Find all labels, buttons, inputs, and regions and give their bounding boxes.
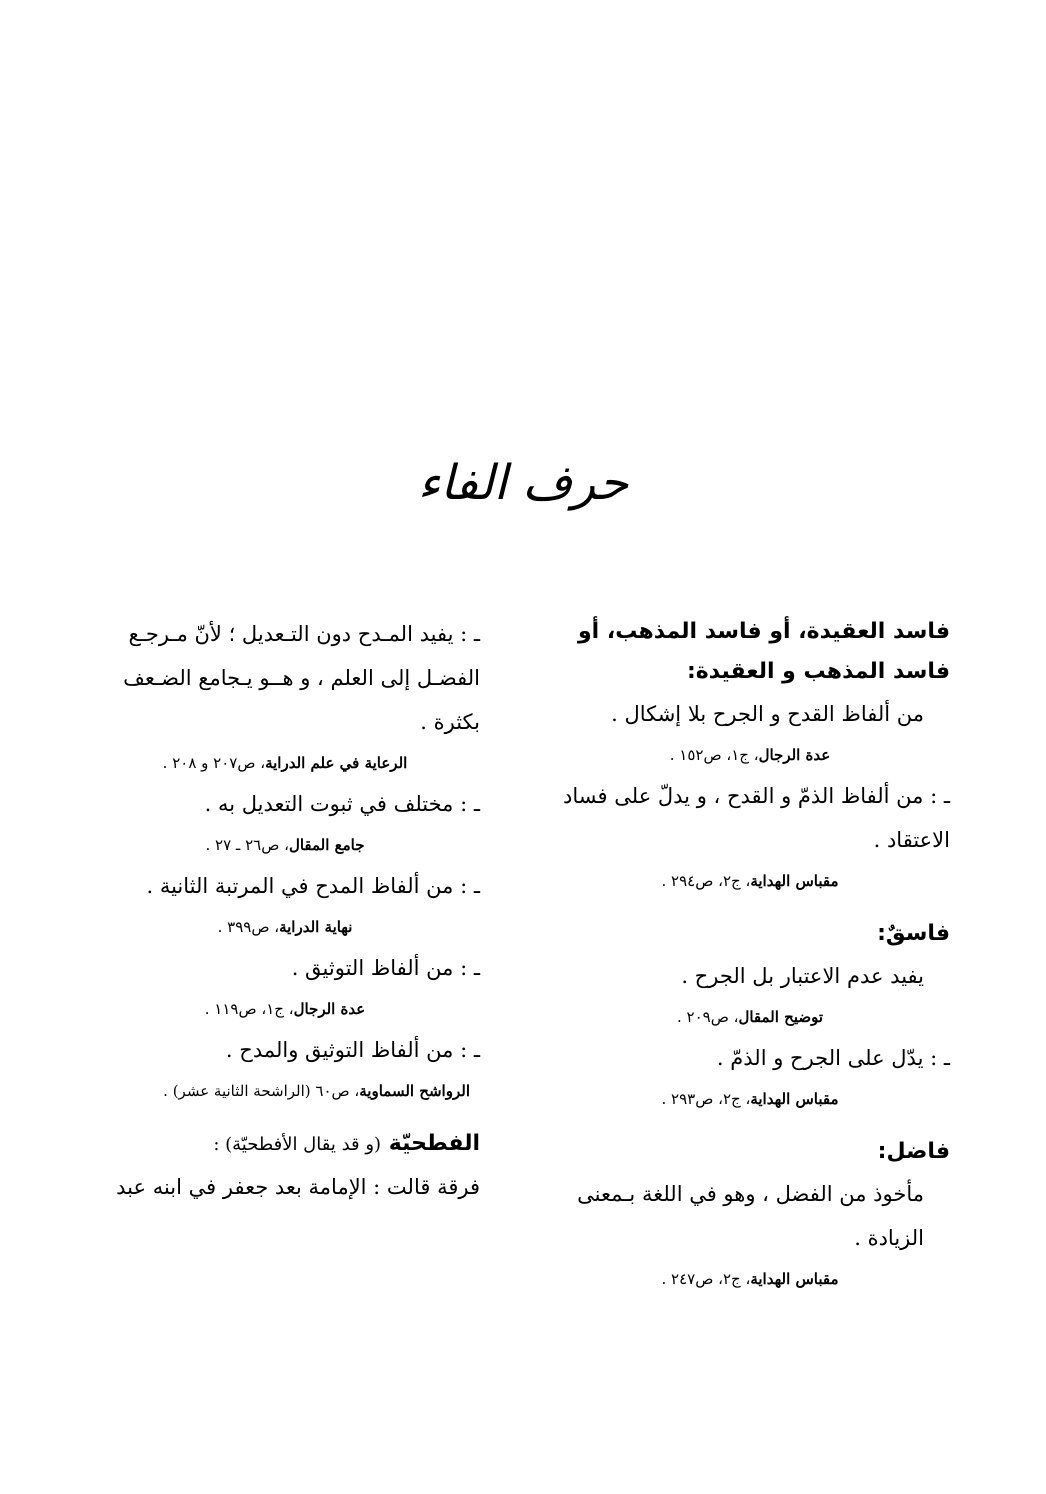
- entry-definition: من ألفاظ القدح و الجرح بلا إشكال .: [611, 702, 924, 726]
- source-ref: ، ج٢، ص٢٩٤ .: [661, 872, 751, 890]
- source-citation: [550, 1080, 950, 1118]
- source-book: الرواشح السماوية: [359, 1082, 470, 1100]
- source-ref: ، ج٢، ص٢٤٧ .: [661, 1270, 751, 1288]
- left-column: [90, 612, 480, 1209]
- source-citation: [90, 908, 480, 946]
- right-column: [550, 612, 950, 1298]
- source-ref: ، ص٢٠٩ .: [676, 1008, 739, 1026]
- entry-definition: ـ : يفيد المـدح دون التـعديل ؛ لأنّ مـرجـع الفضـل إلى العلم ، و هــو يـجامع الضـعف بكثرة .: [123, 622, 480, 734]
- entry-term: فاسقٌ:: [877, 921, 950, 946]
- source-citation: [90, 990, 480, 1028]
- entry-definition: ـ : من ألفاظ الذمّ و القدح ، و يدلّ على فساد الاعتقاد .: [563, 784, 950, 852]
- source-book: مقباس الهداية: [750, 872, 839, 890]
- source-book: جامع المقال: [288, 836, 365, 854]
- entry-definition: ـ : من ألفاظ المدح في المرتبة الثانية .: [146, 874, 480, 898]
- source-book: نهاية الدراية: [279, 918, 353, 936]
- source-ref: ، ج٢، ص٢٩٣ .: [661, 1090, 751, 1108]
- entry-term: فاسد العقيدة، أو فاسد المذهب، أو فاسد المذهب و العقيدة:: [578, 619, 950, 684]
- entry-definition: ـ : من ألفاظ التوثيق والمدح .: [225, 1038, 480, 1062]
- source-book: مقباس الهداية: [750, 1090, 839, 1108]
- entry-term: [90, 1124, 480, 1165]
- source-citation: [90, 1072, 480, 1110]
- source-ref: ، ص٢٦ ـ ٢٧ .: [205, 836, 289, 854]
- term-title: الفطحيّة: [388, 1131, 480, 1156]
- entry-definition: يفيد عدم الاعتبار بل الجرح .: [681, 964, 924, 988]
- entry-definition: مأخوذ من الفضل ، وهو في اللغة بـمعنى الزيادة .: [577, 1182, 924, 1250]
- entry-term: فاضل:: [877, 1139, 950, 1164]
- source-ref: ، ج۱، ص١٥٢ .: [669, 746, 759, 764]
- source-ref: ، ص٢٠٧ و ٢٠٨ .: [162, 754, 266, 772]
- source-book: الرعاية في علم الدراية: [265, 754, 408, 772]
- source-ref: ، ص٦٠ (الراشحة الثانية عشر) .: [163, 1082, 360, 1100]
- entry-definition: ـ : يدّل على الجرح و الذمّ .: [716, 1046, 950, 1070]
- source-citation: [550, 736, 950, 774]
- source-book: توضيح المقال: [738, 1008, 824, 1026]
- chapter-title: حرف الفاء: [417, 455, 629, 511]
- source-citation: [550, 1260, 950, 1298]
- source-citation: [550, 998, 950, 1036]
- term-note: (و قد يقال الأفطحيّة) :: [213, 1134, 382, 1155]
- entry-definition: ـ : مختلف في ثبوت التعديل به .: [204, 792, 480, 816]
- source-citation: [90, 744, 480, 782]
- entry-definition: فرقة قالت : الإمامة بعد جعفر في ابنه عبد: [116, 1175, 480, 1199]
- source-ref: ، ج۱، ص١١٩ .: [204, 1000, 294, 1018]
- source-ref: ، ص٣٩٩ .: [217, 918, 280, 936]
- source-citation: [550, 862, 950, 900]
- source-book: عدة الرجال: [758, 746, 831, 764]
- entry-definition: ـ : من ألفاظ التوثيق .: [291, 956, 480, 980]
- source-book: مقباس الهداية: [750, 1270, 839, 1288]
- source-citation: [90, 826, 480, 864]
- source-book: عدة الرجال: [293, 1000, 366, 1018]
